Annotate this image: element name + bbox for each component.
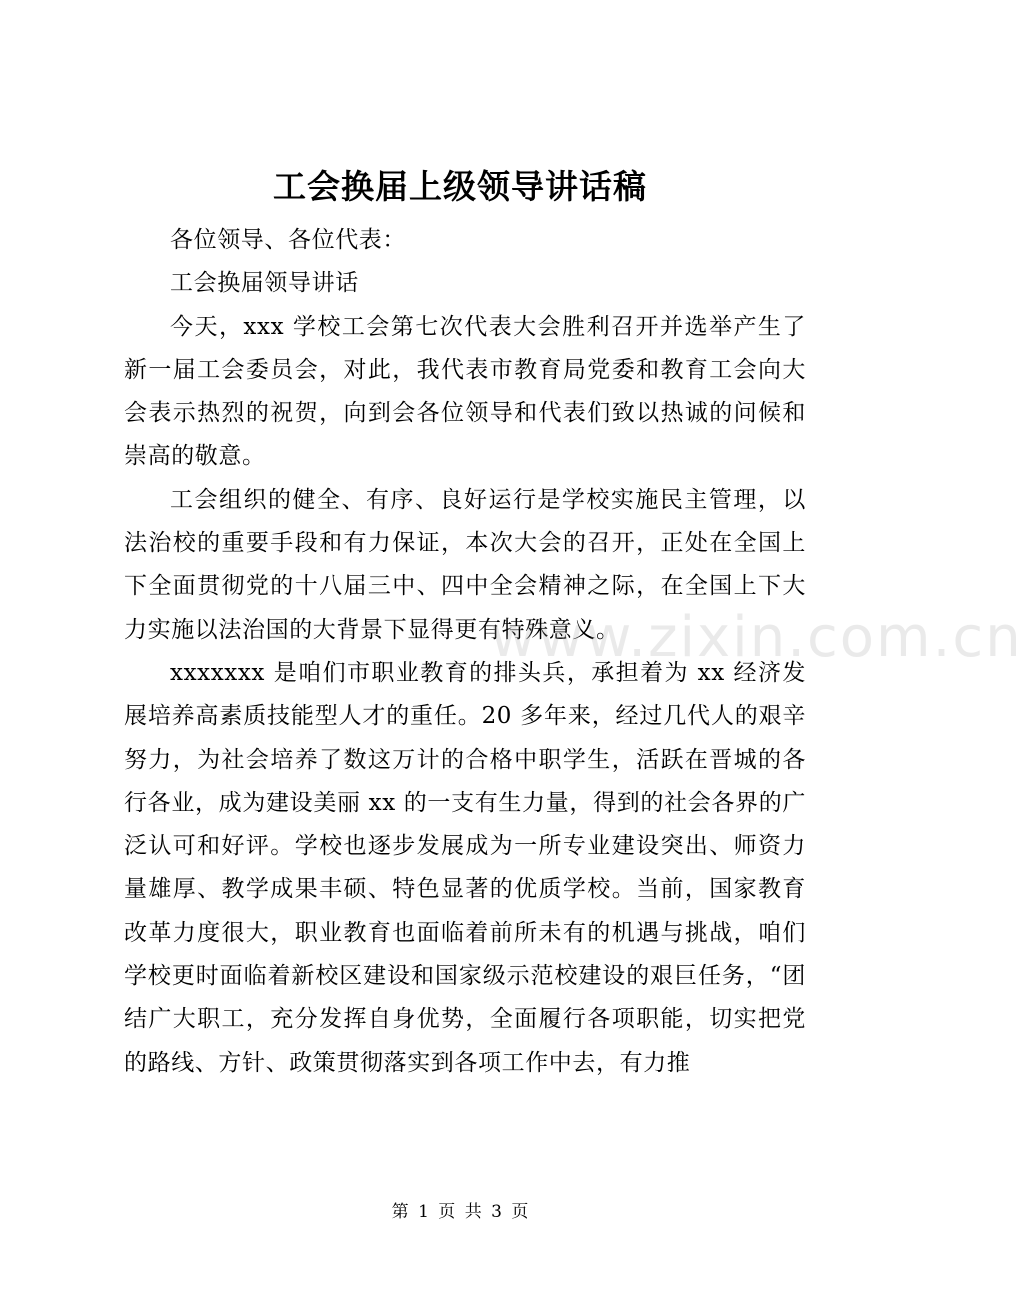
document-body <box>124 219 806 1085</box>
salutation: 各位领导、各位代表： <box>170 227 406 253</box>
watermark: www.zixin.com.cn <box>490 605 1023 670</box>
page-footer: 第 1 页 共 3 页 <box>391 1202 529 1222</box>
document-title: 工会换届上级领导讲话稿 <box>273 167 647 206</box>
body-paragraph: xxxxxxx 是咱们市职业教育的排头兵，承担着为 xx 经济发展培养高素质技能型人才的重任。20 多年来，经过几代人的艰辛努力，为社会培养了数这万计的合格中职学生，活跃在晋城的各行各业，成为建设美丽 xx 的一支有生力量，得到的社会各界的广泛认可和好评。学校也逐步发展成为一所专业建设突出、师资力量雄厚、教学成果丰硕、特色显著的优质学校。当前，国家教育改革力度很大，职业教育也面临着前所未有的机遇与挑战，咱们学校更时面临着新校区建设和国家级示范校建设的艰巨任务，“团结广大职工，充分发挥自身优势，全面履行各项职能，切实把党的路线、方针、政策贯彻落实到各项工作中去，有力推 <box>124 659 806 1076</box>
subtitle-line: 工会换届领导讲话 <box>170 270 359 297</box>
body-paragraph: 今天，xxx 学校工会第七次代表大会胜利召开并选举产生了新一届工会委员会，对此，我代表市教育局党委和教育工会向大会表示热烈的祝贺，向到会各位领导和代表们致以热诚的问候和崇高的敬意。 <box>124 313 806 470</box>
body-paragraph: 工会组织的健全、有序、良好运行是学校实施民主管理，以法治校的重要手段和有力保证，本次大会的召开，正处在全国上下全面贯彻党的十八届三中、四中全会精神之际，在全国上下大力实施以法治国的大背景下显得更有特殊意义。 <box>124 486 806 643</box>
